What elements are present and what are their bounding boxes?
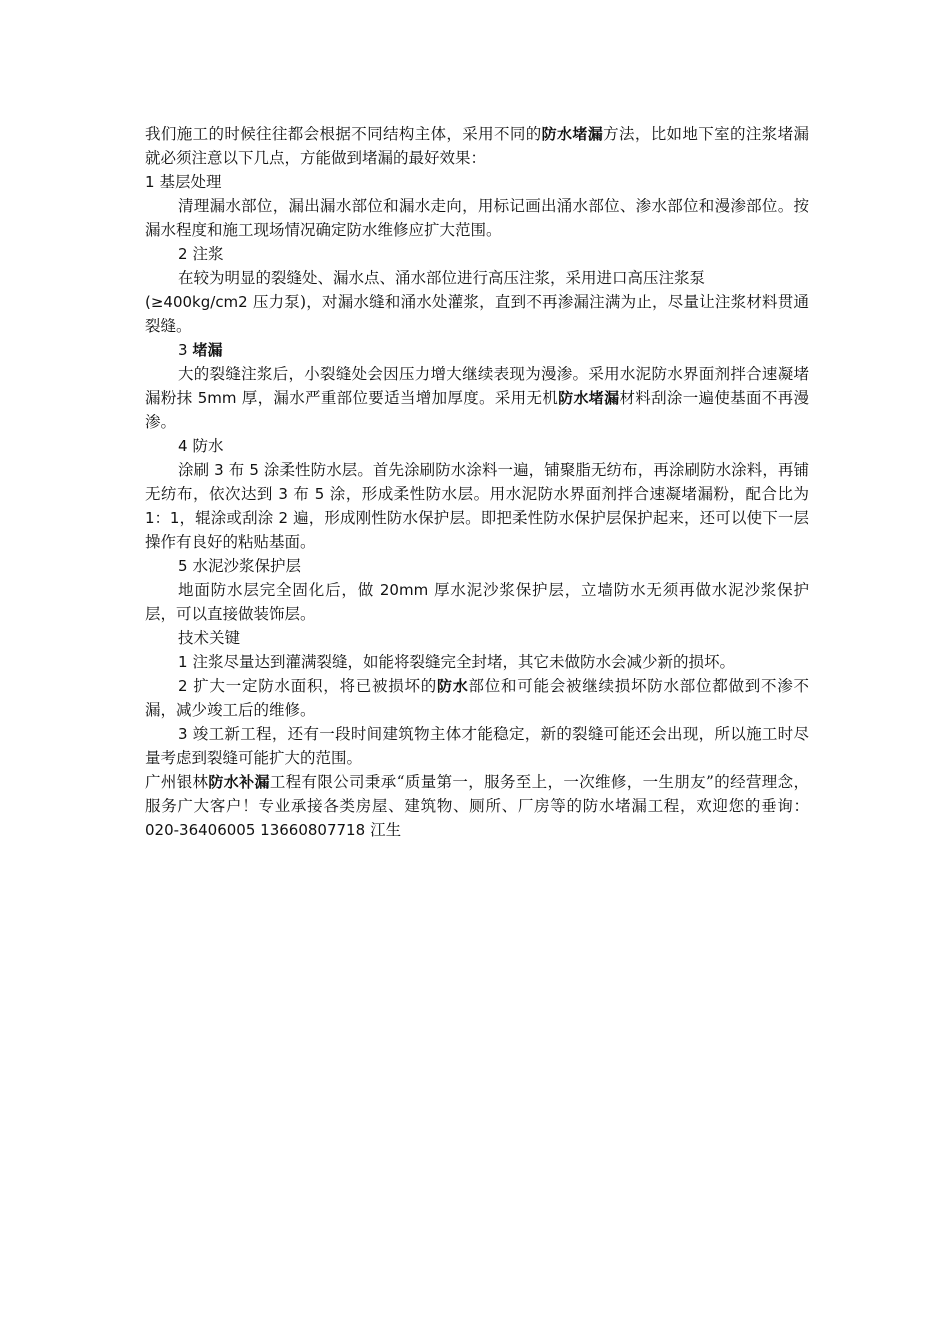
keyword-bold: 防水堵漏 bbox=[541, 125, 604, 143]
section-3-body: 大的裂缝注浆后，小裂缝处会因压力增大继续表现为漫渗。采用水泥防水界面剂拌合速凝堵漏粉抹 5mm 厚，漏水严重部位要适当增加厚度。采用无机防水堵漏材料刮涂一遍使基面不再漫渗。 bbox=[145, 365, 809, 431]
section-3-heading: 3 堵漏 bbox=[178, 341, 223, 359]
tech-key-item-2: 2 扩大一定防水面积，将已被损坏的防水部位和可能会被继续损坏防水部位都做到不渗不漏，减少竣工后的维修。 bbox=[145, 677, 809, 719]
section-2-heading: 2 注浆 bbox=[178, 245, 224, 263]
keyword-bold: 防水 bbox=[436, 677, 469, 695]
section-5-body: 地面防水层完全固化后，做 20mm 厚水泥沙浆保护层，立墙防水无须再做水泥沙浆保护层，可以直接做装饰层。 bbox=[145, 581, 809, 623]
section-4-body: 涂刷 3 布 5 涂柔性防水层。首先涂刷防水涂料一遍，铺聚脂无纺布，再涂刷防水涂料，再铺无纺布，依次达到 3 布 5 涂，形成柔性防水层。用水泥防水界面剂拌合速凝堵漏粉，配合比为 1：1，辊涂或刮涂 2 遍，形成刚性防水保护层。即把柔性防水保护层保护起来，还可以使下一层操作有良好的粘贴基面。 bbox=[145, 461, 809, 551]
keyword-bold: 防水补漏 bbox=[208, 773, 270, 791]
section-5-heading: 5 水泥沙浆保护层 bbox=[178, 557, 301, 575]
tech-key-item-3: 3 竣工新工程，还有一段时间建筑物主体才能稳定，新的裂缝可能还会出现，所以施工时尽量考虑到裂缝可能扩大的范围。 bbox=[145, 725, 809, 767]
section-1-body: 清理漏水部位，漏出漏水部位和漏水走向，用标记画出涌水部位、渗水部位和漫渗部位。按漏水程度和施工现场情况确定防水维修应扩大范围。 bbox=[145, 197, 809, 239]
contact-name: 江生 bbox=[370, 821, 402, 839]
keyword-bold: 防水堵漏 bbox=[558, 389, 620, 407]
contact-phones: 020-36406005 13660807718 bbox=[145, 821, 366, 839]
document-page bbox=[145, 122, 809, 842]
section-2-body: 在较为明显的裂缝处、漏水点、涌水部位进行高压注浆，采用进口高压注浆泵 (≥400kg/cm2 压力泵)，对漏水缝和涌水处灌浆，直到不再渗漏注满为止，尽量让注浆材料贯通裂缝。 bbox=[145, 269, 809, 335]
section-4-heading: 4 防水 bbox=[178, 437, 224, 455]
tech-key-heading: 技术关键 bbox=[178, 629, 241, 647]
section-1-heading: 1 基层处理 bbox=[145, 173, 222, 191]
intro-paragraph: 我们施工的时候往往都会根据不同结构主体，采用不同的防水堵漏方法，比如地下室的注浆堵漏就必须注意以下几点，方能做到堵漏的最好效果： bbox=[145, 125, 809, 167]
company-footer-paragraph: 广州银林防水补漏工程有限公司秉承“质量第一，服务至上，一次维修，一生朋友”的经营理念，服务广大客户！专业承接各类房屋、建筑物、厕所、厂房等的防水堵漏工程，欢迎您的垂询：020-36406005 13660807718 江生 bbox=[145, 773, 809, 839]
tech-key-item-1: 1 注浆尽量达到灌满裂缝，如能将裂缝完全封堵，其它未做防水会减少新的损坏。 bbox=[178, 653, 735, 671]
